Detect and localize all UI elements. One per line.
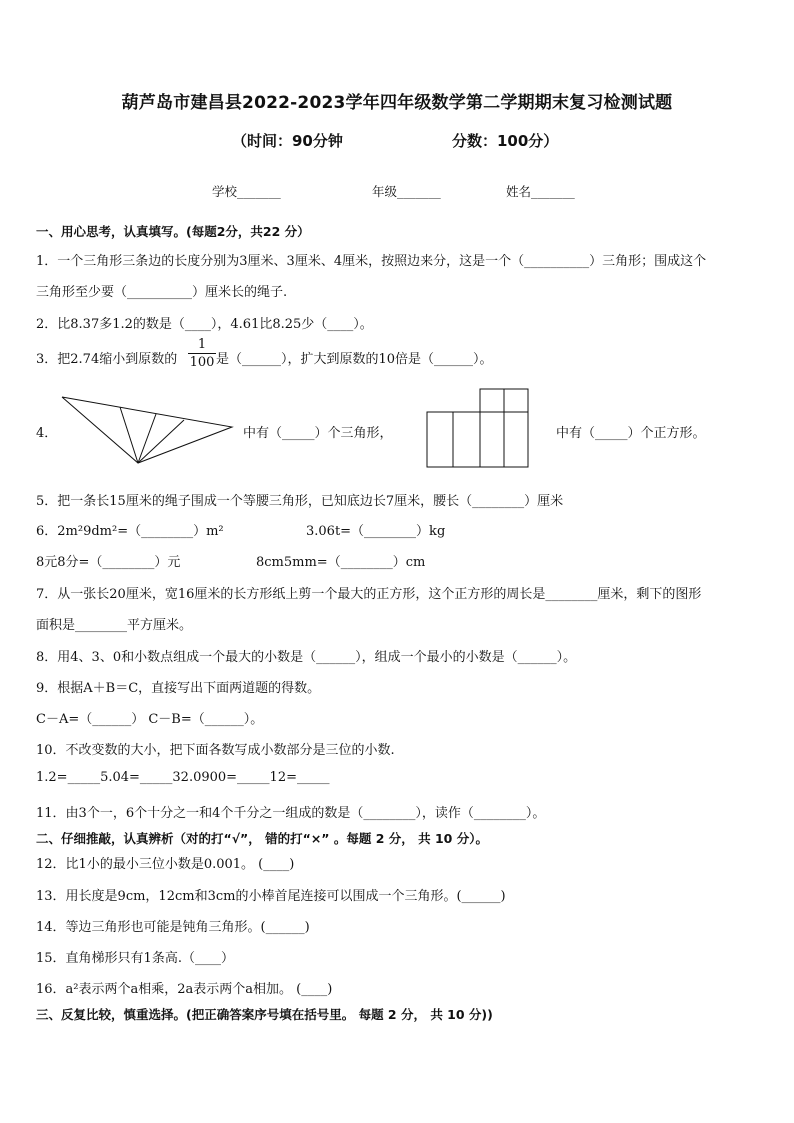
name-field: 姓名_______	[506, 184, 575, 199]
exam-time: （时间：90分钟	[232, 132, 343, 150]
question-3-part-1: 3．把2.74缩小到原数的	[36, 352, 178, 367]
question-3-part-2: 是（______），扩大到原数的10倍是（______）。	[216, 352, 493, 367]
fraction-denominator: 100	[189, 355, 215, 370]
question-7-line-1: 7．从一张长20厘米，宽16厘米的长方形纸上剪一个最大的正方形，这个正方形的周长是________厘米，剩下的图形	[36, 587, 702, 602]
section-1-heading: 一、用心思考，认真填写。(每题2分，共22 分）	[36, 224, 310, 239]
question-4-triangle-text: 中有（_____）个三角形，	[243, 426, 393, 441]
question-6-part-2: 3.06t=（________）kg	[306, 524, 446, 539]
squares-figure	[424, 386, 532, 470]
section-3-heading: 三、反复比较，慎重选择。(把正确答案序号填在括号里。 每题 2 分， 共 10 分))	[36, 1007, 493, 1022]
squares-bottom-block	[427, 412, 528, 467]
triangle-outline	[62, 397, 232, 463]
grade-field: 年级_______	[372, 184, 441, 199]
question-4-label: 4．	[36, 426, 58, 441]
question-16: 16．a²表示两个a相乘，2a表示两个a相加。 (____)	[36, 982, 333, 997]
fraction-1-100	[188, 337, 216, 371]
question-13: 13．用长度是9cm，12cm和3cm的小棒首尾连接可以围成一个三角形。(______)	[36, 889, 506, 904]
question-12: 12．比1小的最小三位小数是0.001。 (____)	[36, 857, 295, 872]
section-2-heading: 二、仔细推敲，认真辨析（对的打“√”， 错的打“×” 。每题 2 分， 共 10 分）。	[36, 831, 488, 846]
question-6-part-3: 8元8分=（________）元	[36, 555, 181, 570]
question-6-part-4: 8cm5mm=（________）cm	[256, 555, 426, 570]
question-1-line-2: 三角形至少要（__________）厘米长的绳子.	[36, 285, 288, 300]
triangle-divider-2	[138, 414, 156, 463]
question-2: 2．比8.37多1.2的数是（____），4.61比8.25少（____）。	[36, 317, 373, 332]
question-10-line-1: 10．不改变数的大小，把下面各数写成小数部分是三位的小数.	[36, 743, 395, 758]
question-1-line-1: 1．一个三角形三条边的长度分别为3厘米、3厘米、4厘米，按照边来分，这是一个（__________）三角形；围成这个	[36, 254, 707, 269]
question-6-part-1: 6．2m²9dm²=（________）m²	[36, 524, 224, 539]
question-11: 11．由3个一，6个十分之一和4个千分之一组成的数是（________），读作（________）。	[36, 806, 546, 821]
triangle-divider-3	[138, 420, 184, 463]
question-4-square-text: 中有（_____）个正方形。	[556, 426, 706, 441]
question-7-line-2: 面积是________平方厘米。	[36, 618, 193, 633]
question-8: 8．用4、3、0和小数点组成一个最大的小数是（______），组成一个最小的小数是（______）。	[36, 650, 577, 665]
question-9-line-1: 9．根据A＋B＝C，直接写出下面两道题的得数。	[36, 681, 321, 696]
question-14: 14．等边三角形也可能是钝角三角形。(______)	[36, 920, 310, 935]
exam-score: 分数：100分）	[452, 132, 559, 150]
question-5: 5．把一条长15厘米的绳子围成一个等腰三角形，已知底边长7厘米，腰长（________）厘米	[36, 494, 564, 509]
fraction-numerator: 1	[188, 337, 216, 354]
question-9-line-2: C－A=（______） C－B=（______）。	[36, 712, 264, 727]
question-15: 15．直角梯形只有1条高.（____）	[36, 951, 234, 966]
school-field: 学校_______	[212, 184, 281, 199]
page-title: 葫芦岛市建昌县2022-2023学年四年级数学第二学期期末复习检测试题	[121, 93, 673, 113]
triangle-figure	[56, 392, 236, 466]
question-10-line-2: 1.2=_____5.04=_____32.0900=_____12=_____	[36, 770, 330, 785]
